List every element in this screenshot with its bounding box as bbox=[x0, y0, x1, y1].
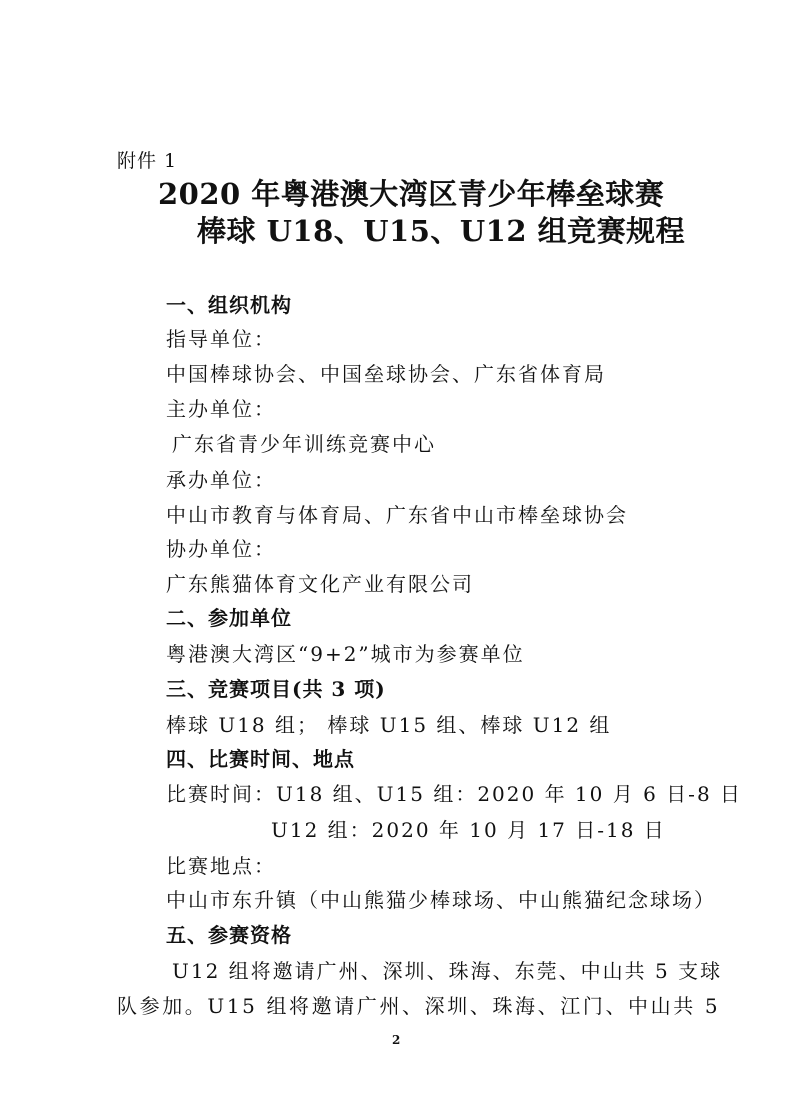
venue-value: 中山市东升镇（中山熊猫少棒球场、中山熊猫纪念球场） bbox=[166, 888, 716, 912]
attachment-label: 附件 1 bbox=[117, 150, 178, 172]
participants-text: 粤港澳大湾区“9+2”城市为参赛单位 bbox=[166, 642, 525, 666]
host-unit-value: 广东省青少年训练竞赛中心 bbox=[172, 432, 436, 456]
section-heading-events: 三、竞赛项目(共 3 项) bbox=[166, 677, 386, 701]
guide-unit-label: 指导单位： bbox=[166, 327, 276, 351]
page-number: 2 bbox=[392, 1033, 401, 1047]
match-time-line-2: U12 组：2020 年 10 月 17 日-18 日 bbox=[271, 818, 666, 842]
qualification-line-1: U12 组将邀请广州、深圳、珠海、东莞、中山共 5 支球 bbox=[172, 959, 723, 983]
organizer-unit-label: 承办单位： bbox=[166, 468, 276, 492]
document-title-line-2: 棒球 U18、U15、U12 组竞赛规程 bbox=[197, 214, 686, 248]
co-organizer-value: 广东熊猫体育文化产业有限公司 bbox=[166, 572, 474, 596]
section-heading-organization: 一、组织机构 bbox=[166, 293, 292, 317]
co-organizer-label: 协办单位： bbox=[166, 537, 276, 561]
section-heading-participants: 二、参加单位 bbox=[166, 606, 292, 630]
guide-unit-value: 中国棒球协会、中国垒球协会、广东省体育局 bbox=[166, 362, 606, 386]
venue-label: 比赛地点： bbox=[166, 854, 276, 878]
match-time-line-1: 比赛时间：U18 组、U15 组：2020 年 10 月 6 日-8 日 bbox=[166, 782, 743, 806]
document-title-line-1: 2020 年粤港澳大湾区青少年棒垒球赛 bbox=[158, 177, 665, 211]
events-text: 棒球 U18 组； 棒球 U15 组、棒球 U12 组 bbox=[166, 713, 612, 737]
section-heading-qualification: 五、参赛资格 bbox=[166, 923, 292, 947]
organizer-unit-value: 中山市教育与体育局、广东省中山市棒垒球协会 bbox=[166, 503, 628, 527]
qualification-line-2: 队参加。U15 组将邀请广州、深圳、珠海、江门、中山共 5 bbox=[117, 994, 721, 1018]
host-unit-label: 主办单位： bbox=[166, 397, 276, 421]
section-heading-time-venue: 四、比赛时间、地点 bbox=[166, 747, 355, 771]
